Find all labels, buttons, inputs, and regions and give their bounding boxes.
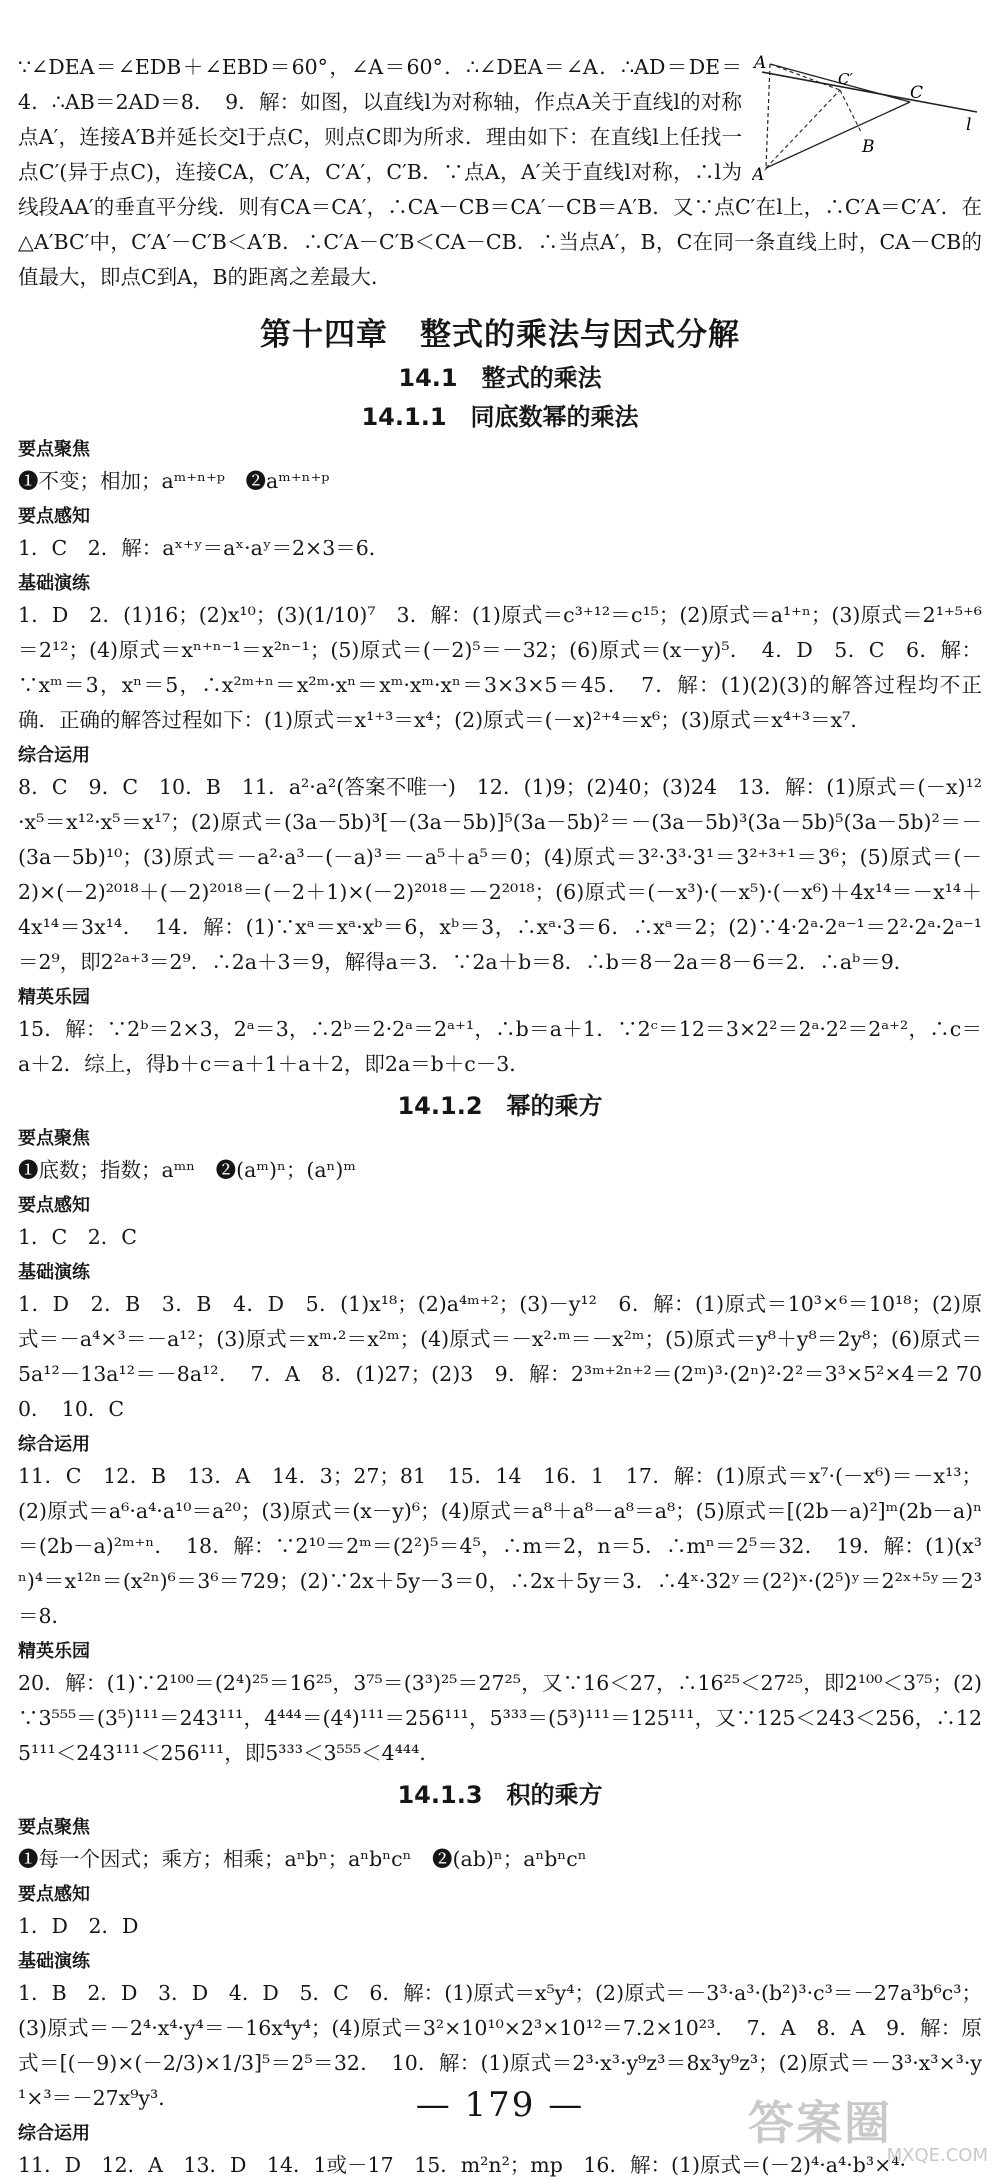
section-label: 要点感知 [18,506,90,527]
section-title: 14.1 整式的乘法 [398,364,602,392]
label-b: B [862,137,875,157]
label-c-prime: C′ [838,70,853,88]
section-label: 综合运用 [18,1434,90,1455]
section-label: 精英乐园 [18,987,90,1008]
intro-text: ∵∠DEA＝∠EDB＋∠EBD＝60°，∠A＝60°．∴∠DEA＝∠A．∴AD＝DE＝4．∴AB＝2AD＝8． 9．解：如图，以直线l为对称轴，作点A关于直线l的对称点A′，连接A′B并延长交l于点C，则点C即为所求．理由如下：在直线l上任找一点C′(异于点C)，连接CA，C′A，C′A′，C′B．∵点A，A′关于直线l对称，∴l为线段AA′的垂直平分线．则有CA＝CA′，∴CA－CB＝CA′－CB＝A′B．又∵点C′在l上，∴C′A＝C′A′．在△A′BC′中，C′A′－C′B＜A′B．∴C′A－C′B＜CA－CB．∴当点A′，B，C在同一条直线上时，CA－CB的值最大，即点C到A，B的距离之差最大． [18,55,982,289]
section-label: 要点感知 [18,1884,90,1905]
label-a-prime: A′ [752,165,769,182]
subsection-title: 14.1.3 积的乘方 [397,1781,603,1809]
answer-text: 1．D 2．D [18,1914,139,1938]
line-l [762,72,977,112]
section-label: 基础演练 [18,1262,90,1283]
answer-text: ❶不变；相加；aᵐ⁺ⁿ⁺ᵖ ❷aᵐ⁺ⁿ⁺ᵖ [18,469,330,493]
label-a: A [754,53,767,73]
section-label: 精英乐园 [18,1641,90,1662]
answer-text: 1．B 2．D 3．D 4．D 5．C 6．解：(1)原式＝x⁵y⁴；(2)原式＝－3³·a³·(b²)³·c³＝－27a³b⁶c³；(3)原式＝－2⁴·x⁴·y⁴＝－16x⁴y⁴；(4)原式＝3²×10¹⁰×2³×10¹²＝7.2×10²³． 7．A 8．A 9．解：原式＝[(－9)×(－2/3)×1/3]⁵＝2⁵＝32． 10．解：(1)原式＝2³·x³·y⁹z³＝8x³y⁹z³；(2)原式＝－3³·x³×³·y¹×³＝－27x⁹y³． [18,1981,982,2110]
answer-text: 1．C 2．解：aˣ⁺ʸ＝aˣ·aʸ＝2×3＝6． [18,536,390,560]
answer-text: ❶底数；指数；aᵐⁿ ❷(aᵐ)ⁿ；(aⁿ)ᵐ [18,1158,356,1182]
page-number: — 179 — [415,2085,585,2125]
geometry-figure [752,50,982,182]
answer-page [18,50,982,2183]
answer-text: 1．D 2．(1)16；(2)x¹⁰；(3)(1/10)⁷ 3．解：(1)原式＝c³⁺¹²＝c¹⁵；(2)原式＝a¹⁺ⁿ；(3)原式＝2¹⁺⁵⁺⁶＝2¹²；(4)原式＝xⁿ⁺ⁿ⁻¹＝x²ⁿ⁻¹；(5)原式＝(－2)⁵＝－32；(6)原式＝(x－y)⁵． 4．D 5．C 6．解：∵xᵐ＝3，xⁿ＝5，∴x²ᵐ⁺ⁿ＝x²ᵐ·xⁿ＝xᵐ·xᵐ·xⁿ＝3×3×5＝45． 7．解：(1)(2)(3)的解答过程均不正确．正确的解答过程如下：(1)原式＝x¹⁺³＝x⁴；(2)原式＝(－x)²⁺⁴＝x⁶；(3)原式＝x⁴⁺³＝x⁷． [18,603,982,732]
section-label: 综合运用 [18,745,90,766]
intro-block [18,50,982,295]
watermark-url: MXQE.COM [886,2145,988,2166]
segment-aa [766,64,770,168]
section-label: 要点聚焦 [18,439,90,460]
answer-text: 1．D 2．B 3．B 4．D 5．(1)x¹⁸；(2)a⁴ᵐ⁺²；(3)－y¹² 6．解：(1)原式＝10³×⁶＝10¹⁸；(2)原式＝－a⁴×³＝－a¹²；(3)原式＝xᵐ·²＝x²ᵐ；(4)原式＝－x²·ᵐ＝－x²ᵐ；(5)原式＝y⁸＋y⁸＝2y⁸；(6)原式＝5a¹²－13a¹²＝－8a¹²． 7．A 8．(1)27；(2)3 9．解：2³ᵐ⁺²ⁿ⁺²＝(2ᵐ)³·(2ⁿ)²·2²＝3³×5²×4＝2 700． 10．C [18,1292,982,1421]
answer-text: ❶每一个因式；乘方；相乘；aⁿbⁿ；aⁿbⁿcⁿ ❷(ab)ⁿ；aⁿbⁿcⁿ [18,1847,587,1871]
segment-c2b [840,90,862,134]
subsection-title: 14.1.1 同底数幂的乘法 [361,403,639,431]
answer-text: 1．C 2．C [18,1225,137,1249]
chapter-title: 第十四章 整式的乘法与因式分解 [260,317,740,353]
segment-ac2 [770,64,840,90]
section-label: 基础演练 [18,1951,90,1972]
answer-text: 8．C 9．C 10．B 11．a²·a²(答案不唯一) 12．(1)9；(2)40；(3)24 13．解：(1)原式＝(－x)¹²·x⁵＝x¹²·x⁵＝x¹⁷；(2)原式＝(3a－5b)³[－(3a－5b)]⁵(3a－5b)²＝－(3a－5b)³(3a－5b)⁵(3a－5b)²＝－(3a－5b)¹⁰；(3)原式＝－a²·a³－(－a)³＝－a⁵＋a⁵＝0；(4)原式＝3²·3³·3¹＝3²⁺³⁺¹＝3⁶；(5)原式＝(－2)×(－2)²⁰¹⁸＋(－2)²⁰¹⁸＝(－2＋1)×(－2)²⁰¹⁸＝－2²⁰¹⁸；(6)原式＝(－x³)·(－x⁵)·(－x⁶)＋4x¹⁴＝－x¹⁴＋4x¹⁴＝3x¹⁴． 14．解：(1)∵xᵃ＝xᵃ·xᵇ＝6，xᵇ＝3，∴xᵃ·3＝6．∴xᵃ＝2；(2)∵4·2ᵃ·2ᵃ⁻¹＝2²·2ᵃ·2ᵃ⁻¹＝2⁹，即2²ᵃ⁺³＝2⁹．∴2a＋3＝9，解得a＝3．∵2a＋b＝8．∴b＝8－2a＝8－6＝2．∴aᵇ＝9． [18,775,982,974]
section-label: 综合运用 [18,2123,90,2144]
watermark-text: 答案圈 [748,2096,892,2150]
label-l: l [966,115,972,135]
watermark-logo [748,2096,988,2170]
section-label: 要点感知 [18,1195,90,1216]
subsection-title: 14.1.2 幂的乘方 [397,1092,603,1120]
answer-text: 11．C 12．B 13．A 14．3；27；81 15．14 16．1 17．解：(1)原式＝x⁷·(－x⁶)＝－x¹³；(2)原式＝a⁶·a⁴·a¹⁰＝a²⁰；(3)原式＝(x－y)⁶；(4)原式＝a⁸＋a⁸－a⁸＝a⁸；(5)原式＝[(2b－a)²]ᵐ(2b－a)ⁿ＝(2b－a)²ᵐ⁺ⁿ． 18．解：∵2¹⁰＝2ᵐ＝(2²)⁵＝4⁵，∴m＝2，n＝5．∴mⁿ＝2⁵＝32． 19．解：(1)(x³ⁿ)⁴＝x¹²ⁿ＝(x²ⁿ)⁶＝3⁶＝729；(2)∵2x＋5y－3＝0，∴2x＋5y＝3．∴4ˣ·32ʸ＝(2²)ˣ·(2⁵)ʸ＝2²ˣ⁺⁵ʸ＝2³＝8． [18,1464,982,1628]
label-c: C [910,83,924,103]
segment-a2c2 [766,90,840,168]
section-label: 要点聚焦 [18,1817,90,1838]
subsection-14-1-1 [18,397,982,1082]
segment-a2c [766,102,910,168]
section-label: 要点聚焦 [18,1128,90,1149]
section-label: 基础演练 [18,573,90,594]
answer-text: 15．解：∵2ᵇ＝2×3，2ᵃ＝3，∴2ᵇ＝2·2ᵃ＝2ᵃ⁺¹，∴b＝a＋1．∵2ᶜ＝12＝3×2²＝2ᵃ·2²＝2ᵃ⁺²，∴c＝a＋2．综上，得b＋c＝a＋1＋a＋2，即2a＝b＋c－3． [18,1017,982,1076]
answer-text: 11．D 12．A 13．D 14．1或－17 15．m²n²；mp 16．解：(1)原式＝(－2)⁴·a⁴·b³×⁴· [18,2153,906,2177]
subsection-14-1-2 [18,1086,982,1771]
answer-text: 20．解：(1)∵2¹⁰⁰＝(2⁴)²⁵＝16²⁵，3⁷⁵＝(3³)²⁵＝27²⁵，又∵16＜27，∴16²⁵＜27²⁵，即2¹⁰⁰＜3⁷⁵；(2)∵3⁵⁵⁵＝(3⁵)¹¹¹＝243¹¹¹，4⁴⁴⁴＝(4⁴)¹¹¹＝256¹¹¹，5³³³＝(5³)¹¹¹＝125¹¹¹，又∵125＜243＜256，∴125¹¹¹＜243¹¹¹＜256¹¹¹，即5³³³＜3⁵⁵⁵＜4⁴⁴⁴． [18,1671,982,1765]
